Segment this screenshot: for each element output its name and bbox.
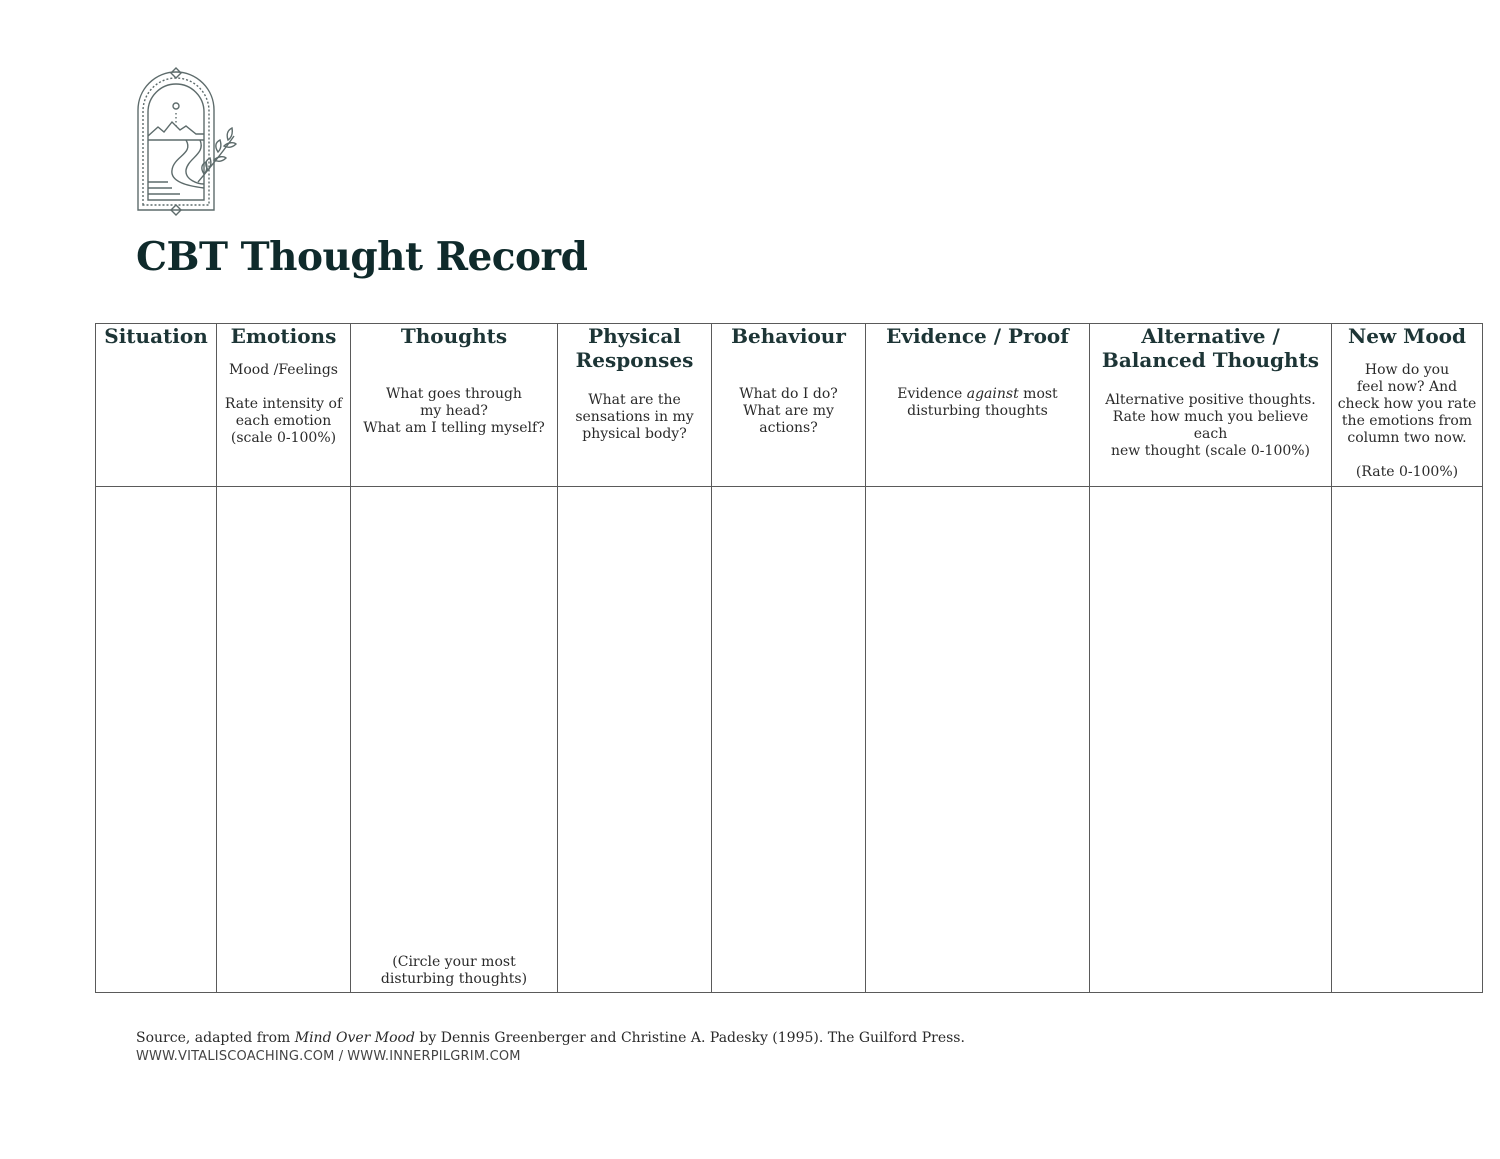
- new-mood-entry-cell[interactable]: [1332, 487, 1483, 993]
- behaviour-entry-cell[interactable]: [712, 487, 866, 993]
- innerpilgrim-link[interactable]: WWW.INNERPILGRIM.COM: [347, 1049, 521, 1064]
- column-description: What goes through my head? What am I telling myself?: [363, 386, 545, 436]
- evidence-entry-cell[interactable]: [866, 487, 1090, 993]
- thought-record-table: [95, 323, 1483, 993]
- column-title: Evidence / Proof: [886, 324, 1069, 348]
- vitaliscoaching-link[interactable]: WWW.VITALISCOACHING.COM: [136, 1049, 335, 1064]
- column-header-emotions: [217, 324, 351, 487]
- column-title: Emotions: [230, 324, 337, 348]
- column-header-physical-responses: [558, 324, 712, 487]
- header-row: [96, 324, 1483, 487]
- brand-logo-icon: [128, 64, 244, 216]
- entry-row: [96, 487, 1483, 993]
- physical-responses-entry-cell[interactable]: [558, 487, 712, 993]
- column-description: What are the sensations in my physical body?: [575, 392, 694, 442]
- source-citation: Source, adapted from Mind Over Mood by Dennis Greenberger and Christine A. Padesky (1995). The Guilford Press.: [136, 1030, 965, 1046]
- column-title: Thoughts: [400, 324, 508, 348]
- alternative-thoughts-entry-cell[interactable]: [1090, 487, 1332, 993]
- column-title: Alternative / Balanced Thoughts: [1101, 324, 1320, 372]
- column-description: What do I do? What are my actions?: [739, 386, 838, 436]
- column-header-alternative-thoughts: [1090, 324, 1332, 487]
- situation-entry-cell[interactable]: [96, 487, 217, 993]
- thoughts-entry-cell[interactable]: [351, 487, 558, 993]
- column-title: New Mood: [1348, 324, 1466, 348]
- column-header-evidence: [866, 324, 1090, 487]
- column-description: Mood /Feelings Rate intensity of each emotion (scale 0-100%): [224, 362, 343, 446]
- column-description: Evidence against most disturbing thoughts: [897, 386, 1058, 419]
- column-title: Behaviour: [731, 324, 846, 348]
- page-title: CBT Thought Record: [136, 234, 588, 280]
- column-header-new-mood: [1332, 324, 1483, 487]
- column-title: Situation: [104, 324, 208, 348]
- thoughts-note: (Circle your most disturbing thoughts): [380, 954, 528, 987]
- column-header-behaviour: [712, 324, 866, 487]
- column-header-thoughts: [351, 324, 558, 487]
- column-header-situation: [96, 324, 217, 487]
- footer: [136, 1029, 965, 1066]
- emotions-entry-cell[interactable]: [217, 487, 351, 993]
- footer-links: WWW.VITALISCOACHING.COM / WWW.INNERPILGRIM.COM: [136, 1049, 521, 1064]
- column-description: Alternative positive thoughts. Rate how much you believe each new thought (scale 0-100%): [1105, 392, 1316, 459]
- column-description: How do you feel now? And check how you rate the emotions from column two now. (Rate 0-100%): [1337, 362, 1477, 480]
- column-title: Physical Responses: [575, 324, 694, 372]
